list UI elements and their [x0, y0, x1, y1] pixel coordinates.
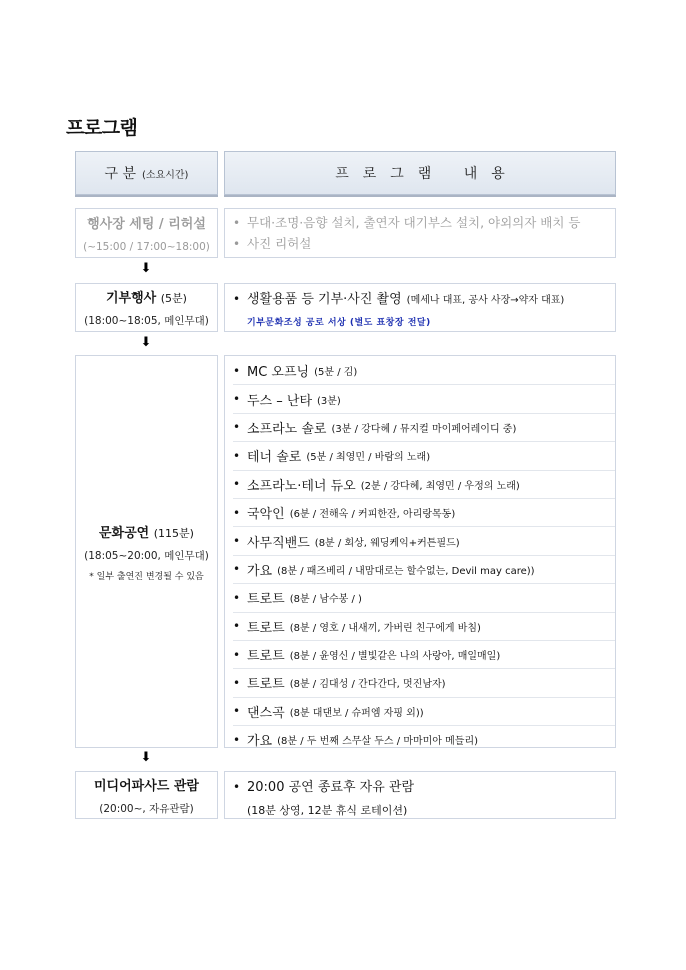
performance-item-detail: (8분 대댄보 / 슈퍼엠 자핑 외)) [289, 707, 424, 719]
donation-title: 기부행사 [106, 291, 157, 306]
performance-item-detail: (8분 / 김대성 / 간다간다, 멋진남자) [289, 679, 446, 691]
performance-item-name: 트로트 [247, 620, 285, 636]
bullet-icon: • [233, 477, 241, 492]
bullet-icon: • [233, 780, 241, 794]
header-content-label: 프로그램 내용 [335, 166, 519, 182]
performance-item-detail: (3분) [317, 395, 341, 407]
performance-item-detail: (8분 / 두 번째 스무살 두스 / 마마미아 메들리) [277, 736, 479, 748]
media-item-row [233, 776, 615, 795]
page-title: 프로그램 [66, 117, 138, 139]
media-item-text: 20:00 공연 종료후 자유 관람 [247, 780, 415, 795]
performance-title-line [99, 522, 194, 541]
bullet-icon: • [233, 420, 241, 435]
performance-item-detail: (3분 / 강다혜 / 뮤지컬 마이페어레이디 중) [331, 423, 517, 435]
performance-item-row [233, 726, 615, 753]
performance-item-detail: (5분 / 최영민 / 바람의 노래) [306, 452, 431, 464]
performance-item-row [233, 669, 615, 697]
performance-item-detail: (2분 / 강다혜, 최영민 / 우정의 노래) [360, 480, 520, 492]
bullet-icon: • [233, 619, 241, 634]
performance-item-name: 가요 [247, 563, 273, 579]
performance-item-detail: (8분 / 남수봉 / ) [289, 594, 362, 606]
bullet-icon: • [233, 292, 241, 306]
bullet-icon: • [233, 237, 241, 251]
setup-left-cell [75, 208, 218, 258]
media-time: (20:00~, 자유관람) [99, 802, 194, 815]
donation-item-row [233, 288, 615, 307]
donation-item-text: 생활용품 등 기부·사진 촬영 [247, 292, 402, 307]
bullet-icon: • [233, 534, 241, 549]
performance-item-name: 사무직밴드 [247, 535, 310, 551]
setup-item-text: 무대·조명·음향 설치, 출연자 대기부스 설치, 야외의자 배치 등 [247, 215, 581, 230]
performance-item-name: MC 오프닝 [247, 365, 310, 381]
performance-note: * 일부 출연진 변경될 수 있음 [89, 571, 204, 582]
header-category-label: 구 분 [104, 166, 137, 182]
performance-item-detail: (8분 / 패즈베리 / 내맘대로는 할수없는, Devil may care)) [277, 565, 535, 577]
setup-item-text: 사진 리허설 [247, 236, 312, 251]
performance-item-name: 테너 솔로 [247, 450, 302, 466]
bullet-icon: • [233, 704, 241, 719]
performance-item-name: 트로트 [247, 592, 285, 608]
performance-left-cell [75, 355, 218, 748]
performance-item-detail: (8분 / 영호 / 내새끼, 가버린 친구에게 바침) [289, 622, 481, 634]
bullet-icon: • [233, 732, 241, 747]
header-category-sub: (소요시간) [142, 169, 189, 181]
donation-right-cell [224, 283, 616, 332]
performance-item-row [233, 499, 615, 527]
media-right-cell [224, 771, 616, 819]
media-title: 미디어파사드 관람 [94, 778, 199, 794]
bullet-icon: • [233, 392, 241, 407]
arrow-down-icon: ⬇ [140, 261, 152, 276]
setup-title: 행사장 세팅 / 리허설 [87, 217, 206, 232]
performance-item-row [233, 414, 615, 442]
arrow-down-icon: ⬇ [140, 750, 152, 765]
arrow-down-icon: ⬇ [140, 335, 152, 350]
performance-item-detail: (8분 / 회상, 웨딩케익+커튼필드) [314, 537, 460, 549]
performance-item-name: 소프라노 솔로 [247, 421, 327, 437]
media-item-sub: (18분 상영, 12분 휴식 로테이션) [247, 804, 408, 817]
performance-item-name: 트로트 [247, 649, 285, 665]
setup-item-row [233, 234, 615, 255]
performance-item-name: 가요 [247, 734, 273, 750]
donation-left-cell [75, 283, 218, 332]
performance-item-row [233, 357, 615, 385]
header-category-cell [75, 151, 218, 195]
donation-note: 기부문화조성 공로 서상 (별도 표창장 전달) [247, 318, 431, 328]
donation-title-line [106, 287, 187, 306]
performance-item-name: 두스 – 난타 [247, 393, 312, 409]
performance-item-row [233, 471, 615, 499]
performance-item-row [233, 385, 615, 413]
setup-time: (~15:00 / 17:00~18:00) [83, 241, 210, 253]
bullet-icon: • [233, 505, 241, 520]
performance-item-row [233, 527, 615, 555]
performance-item-name: 댄스곡 [247, 705, 285, 721]
bullet-icon: • [233, 675, 241, 690]
donation-item-detail: (메세나 대표, 공사 사장→약자 대표) [406, 295, 565, 306]
performance-item-row [233, 641, 615, 669]
performance-duration: (115분) [153, 526, 194, 540]
bullet-icon: • [233, 590, 241, 605]
donation-time: (18:00~18:05, 메인무대) [84, 315, 209, 327]
performance-title: 문화공연 [99, 525, 150, 541]
donation-duration: (5분) [160, 292, 187, 305]
performance-item-detail: (6분 / 전해옥 / 커피한잔, 아리랑목동) [289, 509, 456, 521]
performance-time: (18:05~20:00, 메인무대) [84, 549, 209, 562]
setup-item-row [233, 213, 615, 234]
performance-item-row [233, 584, 615, 612]
performance-item-detail: (8분 / 윤영신 / 별빛같은 나의 사랑아, 매일매일) [289, 651, 501, 663]
setup-right-cell [224, 208, 616, 258]
bullet-icon: • [233, 647, 241, 662]
header-content-cell [224, 151, 616, 195]
performance-item-row [233, 613, 615, 641]
performance-right-cell [224, 355, 616, 748]
bullet-icon: • [233, 562, 241, 577]
performance-item-name: 소프라노·테너 듀오 [247, 478, 356, 494]
performance-item-name: 트로트 [247, 677, 285, 693]
performance-item-row [233, 442, 615, 470]
bullet-icon: • [233, 363, 241, 378]
bullet-icon: • [233, 448, 241, 463]
performance-item-row [233, 556, 615, 584]
performance-item-row [233, 698, 615, 726]
media-left-cell [75, 771, 218, 819]
bullet-icon: • [233, 216, 241, 230]
performance-item-detail: (5분 / 김) [314, 367, 358, 379]
performance-item-name: 국악인 [247, 507, 285, 523]
